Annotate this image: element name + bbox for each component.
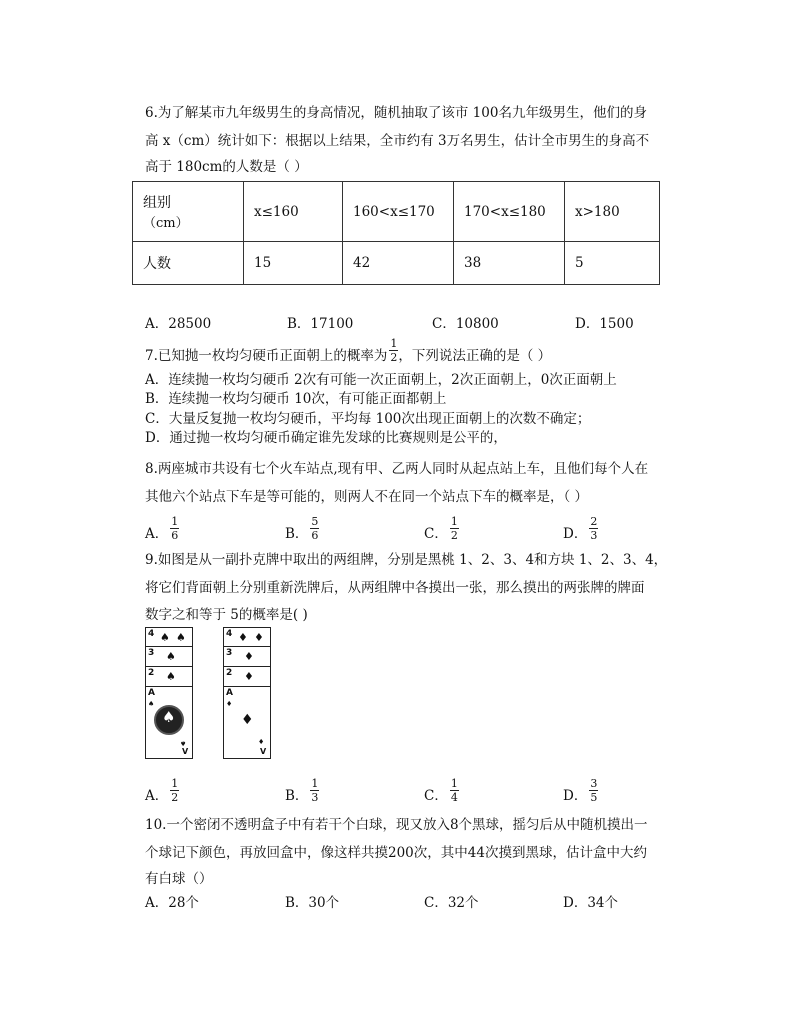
q7-stem-before: 7.已知抛一枚均匀硬币正面朝上的概率为 <box>145 347 388 364</box>
table-cell: 5 <box>565 242 660 285</box>
fraction-denominator: 6 <box>311 528 319 542</box>
card-rank: 4 <box>148 629 155 639</box>
q6-stem-line3: 高于 180cm的人数是（ ） <box>145 159 308 175</box>
q9-option-c <box>424 775 459 805</box>
fraction-denominator: 3 <box>590 528 598 542</box>
card-rank-bottom: V <box>182 747 189 756</box>
spade-icon: ♠ <box>166 670 176 683</box>
q6-stem-line2: 高 x（cm）统计如下：根据以上结果，全市约有 3万名男生，估计全市男生的身高不 <box>145 133 650 149</box>
fraction-numerator: 1 <box>171 514 179 528</box>
card-rank: 4 <box>226 629 233 639</box>
fraction-numerator: 5 <box>311 514 319 528</box>
diamond-icon: ♦ <box>226 700 233 708</box>
q9-stem-line2: 将它们背面朝上分别重新洗牌后，从两组牌中各摸出一张，那么摸出的两张牌的牌面 <box>145 580 645 596</box>
q7-option-c: C．大量反复抛一枚均匀硬币，平均每 100次出现正面朝上的次数不确定； <box>145 411 591 427</box>
spade-icon: ♠ <box>176 631 186 644</box>
option-label: D． <box>563 526 588 542</box>
q8-stem-line1: 8.两座城市共设有七个火车站点,现有甲、乙两人同时从起点站上车，且他们每个人在 <box>145 461 649 477</box>
q9-option-b <box>285 775 319 805</box>
q10-option-c: C．32个 <box>424 895 479 911</box>
fraction-numerator: 3 <box>590 776 598 790</box>
option-label: A． <box>145 526 169 542</box>
table-header-cell: x≤160 <box>244 182 343 242</box>
q6-option-c: C．10800 <box>432 316 499 332</box>
option-label: C． <box>424 526 448 542</box>
fraction-denominator: 2 <box>171 790 179 804</box>
spade-icon: ♠ <box>180 739 187 747</box>
q7-stem-after: ，下列说法正确的是（ ） <box>398 347 552 364</box>
option-label: B． <box>285 526 309 542</box>
q10-stem-line3: 有白球（） <box>145 871 213 887</box>
fraction-denominator: 5 <box>590 790 598 804</box>
q9-option-d <box>563 775 598 805</box>
spade-icon: ♠ <box>162 708 176 726</box>
spade-card-ace <box>145 686 193 759</box>
table-cell: 15 <box>244 242 343 285</box>
card-rank: 3 <box>148 648 155 658</box>
spade-icon: ♠ <box>166 650 176 663</box>
fraction-denominator: 4 <box>450 790 458 804</box>
card-rank: 3 <box>226 648 233 658</box>
ace-of-spades-emblem <box>154 705 184 735</box>
header-unit-label: （cm） <box>143 216 189 231</box>
option-fraction <box>450 516 459 541</box>
diamond-icon: ♦ <box>241 712 254 728</box>
q6-height-table <box>132 181 660 285</box>
q8-option-b <box>285 513 319 543</box>
spade-icon: ♠ <box>148 700 155 708</box>
q8-option-c <box>424 513 459 543</box>
q10-stem-line1: 10.一个密闭不透明盒子中有若干个白球，现又放入8个黑球，摇匀后从中随机摸出一 <box>145 817 648 833</box>
option-label: C． <box>424 788 448 804</box>
table-row-label: 人数 <box>133 242 244 285</box>
q9-option-a <box>145 775 179 805</box>
diamond-card-ace <box>223 686 271 759</box>
card-rank: 2 <box>148 668 155 678</box>
option-fraction <box>170 516 179 541</box>
fraction-numerator: 1 <box>450 514 458 528</box>
spade-icon: ♠ <box>160 631 170 644</box>
fraction-numerator: 1 <box>171 776 179 790</box>
header-group-label: 组别 <box>143 195 171 211</box>
fraction-numerator: 2 <box>590 514 598 528</box>
option-fraction <box>450 778 459 803</box>
q8-option-a <box>145 513 179 543</box>
option-fraction <box>589 516 598 541</box>
table-header-cell: 160<x≤170 <box>343 182 454 242</box>
diamond-icon: ♦ <box>254 631 264 644</box>
option-label: B． <box>285 788 309 804</box>
q6-option-a: A．28500 <box>145 316 212 332</box>
card-rank-bottom: V <box>260 747 267 756</box>
table-cell: 38 <box>454 242 565 285</box>
card-rank: 2 <box>226 668 233 678</box>
fraction-numerator: 1 <box>390 337 398 350</box>
fraction-numerator: 1 <box>450 776 458 790</box>
option-fraction <box>170 778 179 803</box>
q6-stem-line1: 6.为了解某市九年级男生的身高情况，随机抽取了该市 100名九年级男生，他们的身 <box>145 105 647 121</box>
q10-option-b: B．30个 <box>285 895 340 911</box>
q7-stem <box>145 337 552 368</box>
q7-option-a: A．连续抛一枚均匀硬币 2次有可能一次正面朝上，2次正面朝上，0次正面朝上 <box>145 372 617 388</box>
q7-option-d: D．通过抛一枚均匀硬币确定谁先发球的比赛规则是公平的， <box>145 430 507 446</box>
q7-option-b: B．连续抛一枚均匀硬币 10次，有可能正面都朝上 <box>145 391 447 407</box>
table-header-group <box>133 182 244 242</box>
table-row <box>133 242 660 285</box>
table-header-cell: x>180 <box>565 182 660 242</box>
q8-option-d <box>563 513 598 543</box>
fraction-denominator: 3 <box>311 790 319 804</box>
diamond-icon: ♦ <box>244 670 254 683</box>
fraction-denominator: 2 <box>450 528 458 542</box>
q10-stem-line2: 个球记下颜色，再放回盒中，像这样共摸200次，其中44次摸到黑球，估计盒中大约 <box>145 845 647 861</box>
q9-stem-line1: 9.如图是从一副扑克牌中取出的两组牌，分别是黑桃 1、2、3、4和方块 1、2、3、4， <box>145 552 668 568</box>
fraction-numerator: 1 <box>311 776 319 790</box>
fraction-denominator: 6 <box>171 528 179 542</box>
q8-stem-line2: 其他六个站点下车是等可能的，则两人不在同一个站点下车的概率是，（ ） <box>145 489 589 505</box>
diamond-icon: ♦ <box>238 631 248 644</box>
q6-option-d: D．1500 <box>575 316 634 332</box>
card-rank: A <box>148 688 155 698</box>
option-label: A． <box>145 788 169 804</box>
q10-option-a: A．28个 <box>145 895 199 911</box>
q7-fraction <box>389 338 398 363</box>
table-header-cell: 170<x≤180 <box>454 182 565 242</box>
option-fraction <box>310 778 319 803</box>
fraction-denominator: 2 <box>390 351 398 364</box>
card-rank: A <box>226 688 233 698</box>
diamond-icon: ♦ <box>244 650 254 663</box>
table-row <box>133 182 660 242</box>
table-cell: 42 <box>343 242 454 285</box>
diamond-icon: ♦ <box>258 738 265 746</box>
option-fraction <box>310 516 319 541</box>
q10-option-d: D．34个 <box>563 895 619 911</box>
option-fraction <box>589 778 598 803</box>
q6-option-b: B．17100 <box>287 316 354 332</box>
option-label: D． <box>563 788 588 804</box>
q9-stem-line3: 数字之和等于 5的概率是( ) <box>145 607 308 623</box>
